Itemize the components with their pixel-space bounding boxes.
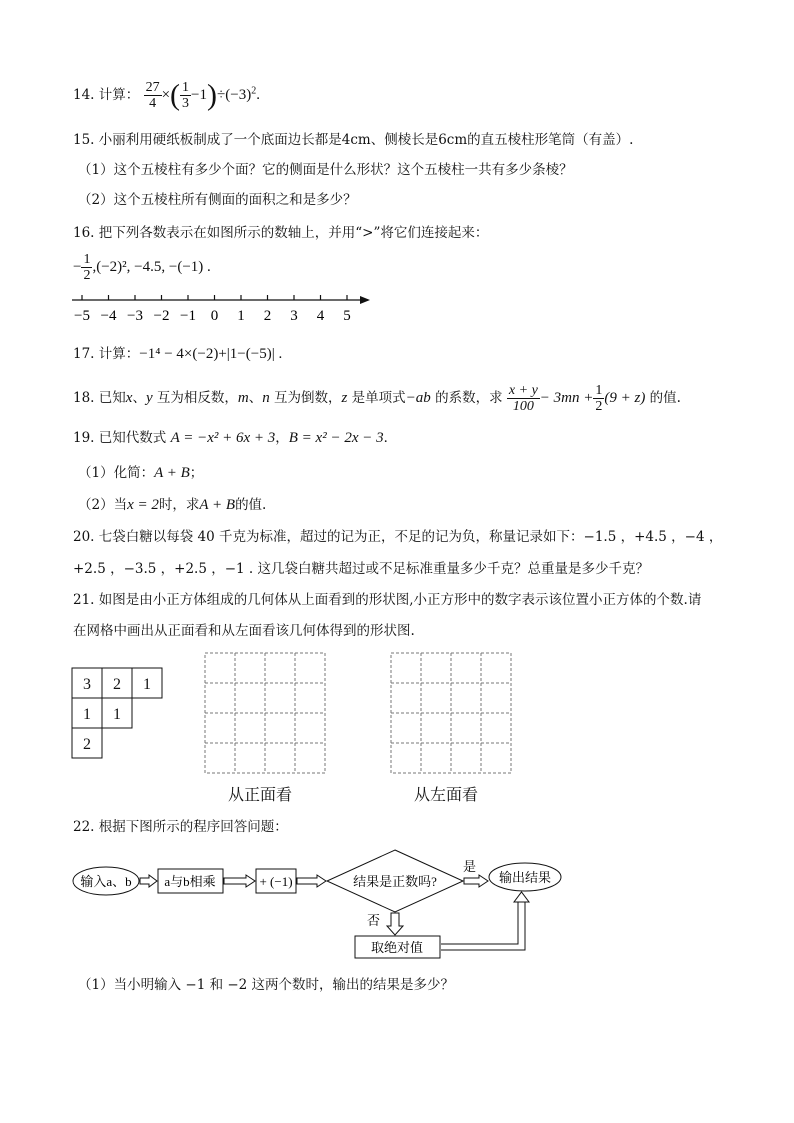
tick-label: 1	[237, 308, 245, 324]
q19-part2: （2）当x = 2时，求A + B的值.	[78, 497, 267, 513]
flow-multiply: a与b相乘	[164, 874, 216, 889]
cell-0-2: 1	[143, 676, 151, 693]
front-view-grid[interactable]	[203, 651, 327, 775]
tick-label: 3	[290, 308, 298, 324]
flow-check: 结果是正数吗?	[353, 874, 437, 889]
q21-line2: 在网格中画出从正面看和从左面看该几何体得到的形状图.	[73, 623, 415, 639]
q16-stem: 16. 把下列各数表示在如图所示的数轴上，并用“>”将它们连接起来：	[73, 225, 489, 241]
flowchart	[65, 840, 565, 965]
cell-1-1: 1	[113, 706, 121, 723]
tick-label: 4	[316, 308, 325, 324]
tick-label: −5	[74, 308, 90, 324]
q17: 17. 计算：−1⁴ − 4×(−2)+|1−(−5)| .	[73, 346, 283, 362]
q16-numbers: − $\frac{1}{2}$ ,(−2)², −4.5, −(−1) .	[73, 252, 211, 283]
tick-label: −2	[153, 308, 170, 324]
q15-part1: （1）这个五棱柱有多少个面？它的侧面是什么形状？这个五棱柱一共有多少条棱？	[78, 162, 573, 178]
left-view-grid[interactable]	[389, 651, 513, 775]
tick-label: −3	[127, 308, 143, 324]
flow-no: 否	[367, 913, 381, 928]
flow-output: 输出结果	[498, 870, 552, 885]
q14: 14. 计算： $\frac{27}{4}$ ×( $\frac{1}{3}$ $-1)\div(-3)^2$.	[73, 78, 260, 112]
tick-label: 0	[210, 308, 219, 324]
front-view-caption: 从正面看	[228, 785, 293, 804]
q22-stem: 22. 根据下图所示的程序回答问题：	[73, 819, 288, 835]
number-line	[70, 288, 380, 328]
q15-part2: （2）这个五棱柱所有侧面的面积之和是多少？	[78, 192, 357, 208]
left-view-caption: 从左面看	[414, 785, 479, 804]
flow-input: 输入a、b	[80, 874, 132, 889]
tick-label: −4	[100, 308, 117, 324]
cell-0-0: 3	[83, 676, 91, 693]
q21-line1: 21. 如图是由小正方体组成的几何体从上面看到的形状图,小正方形中的数字表示该位置小正方体的个数.请	[73, 592, 702, 608]
cell-1-0: 1	[83, 706, 91, 723]
tick-label: −1	[180, 308, 196, 324]
q14-fraction-1-3: $\frac{1}{3}$	[182, 80, 190, 111]
q19-part1: （1）化简：A + B；	[78, 465, 204, 481]
cell-0-1: 2	[113, 676, 121, 693]
q22-part1: （1）当小明输入 −1 和 −2 这两个数时，输出的结果是多少？	[78, 977, 455, 993]
q19-stem: 19. 已知代数式 A = −x² + 6x + 3，B = x² − 2x − 3．	[73, 430, 398, 446]
tick-label: 5	[343, 308, 351, 324]
top-view-grid	[70, 666, 170, 766]
flow-abs: 取绝对值	[370, 940, 424, 955]
cell-2-0: 2	[83, 736, 91, 753]
q20-line2: +2.5 ，−3.5 ，+2.5 ，−1 . 这几袋白糖共超过或不足标准重量多少千克？总重量是多少千克？	[73, 561, 649, 577]
q20-line1: 20. 七袋白糖以每袋 40 千克为标准，超过的记为正，不足的记为负，称量记录如下：−1.5 ，+4.5 ，−4 ，	[73, 529, 723, 545]
flow-add: + (−1)	[259, 874, 293, 889]
q14-fraction-27-4: $\frac{27}{4}$	[145, 80, 160, 111]
q18: 18. 已知x、y 互为相反数，m、n 互为倒数，z 是单项式−ab 的系数，求 $\frac{x + y}{100}$ − 3mn + $\frac{1}{2}$ (9 + z) 的值.	[73, 383, 681, 414]
q15-stem: 15. 小丽利用硬纸板制成了一个底面边长都是4cm、侧棱长是6cm的直五棱柱形笔筒（有盖）.	[73, 132, 634, 148]
tick-label: 2	[263, 308, 272, 324]
flow-yes: 是	[463, 859, 477, 874]
